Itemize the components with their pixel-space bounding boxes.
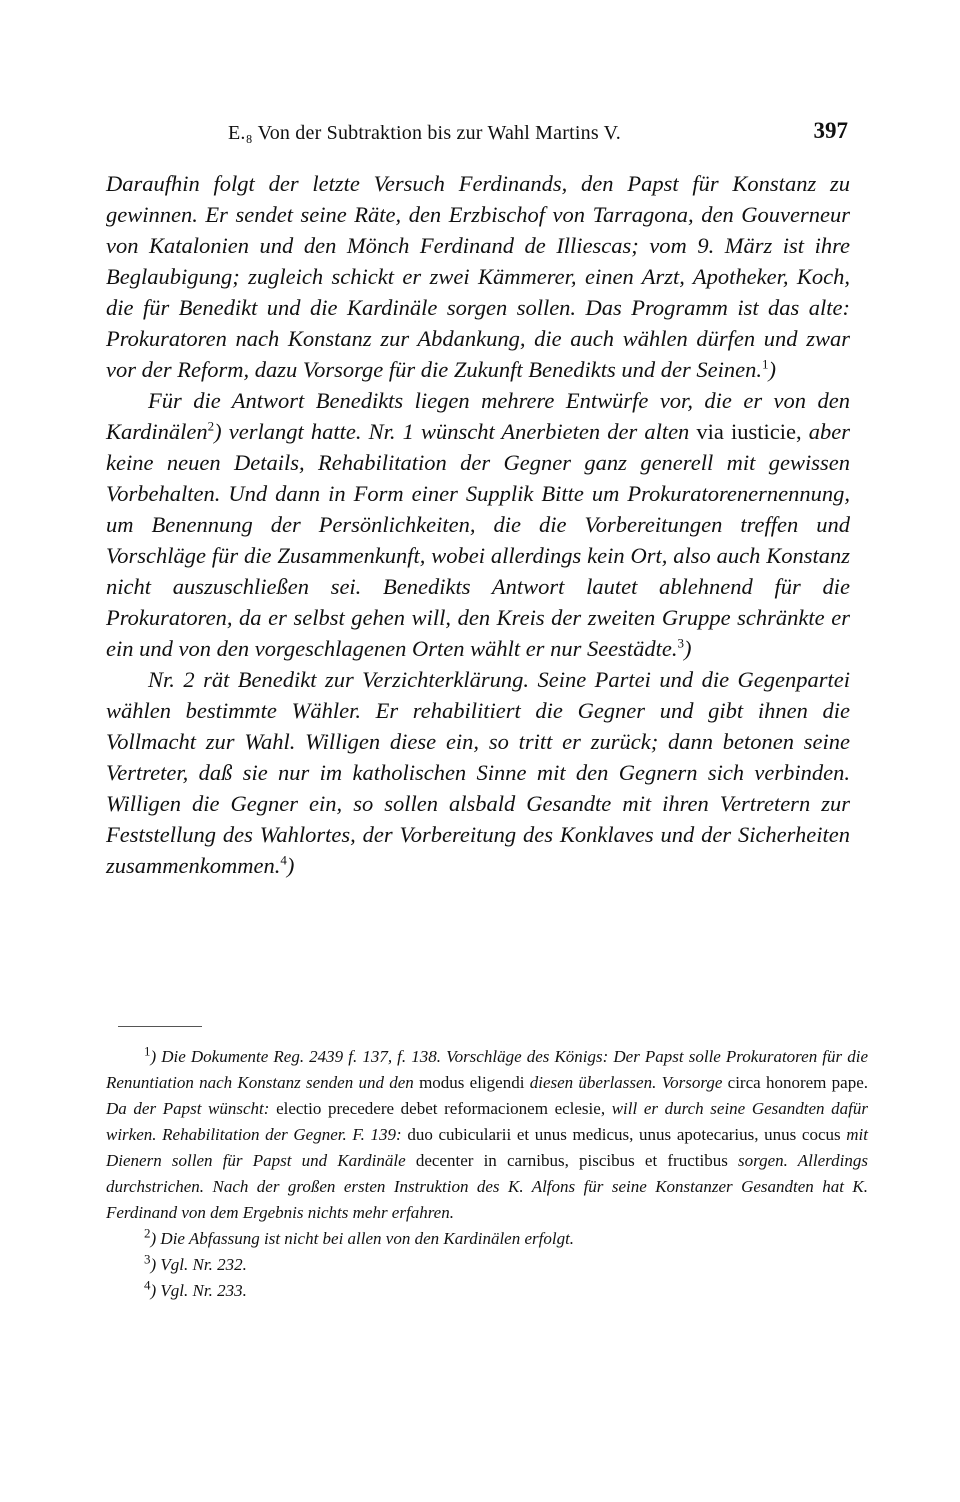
- paragraph-3-text: Nr. 2 rät Benedikt zur Verzichterklärung. Seine Partei und die Gegenpartei wählen bestimmte Wähler. Er rehabilitiert die Gegner und gibt ihnen die Vollmacht zur Wahl. Willigen diese ein, so tritt er zurück; dann betonen seine Vertreter, daß sie nur im katholischen Sinne mit den Gegnern sich verbinden. Willigen die Gegner ein, so sollen alsbald Gesandte mit ihren Vertretern zur Feststellung des Wahlortes, der Vorbereitung des Konklaves und der Sicherheiten zusammenkommen.: [106, 667, 850, 878]
- footnote-1-part: circa honorem pape.: [722, 1073, 868, 1092]
- running-title: E.₈ Von der Subtraktion bis zur Wahl Martins V.: [228, 122, 621, 144]
- footnote-1-part: decenter in carnibus, piscibus et fructibus: [405, 1151, 739, 1170]
- paragraph-2-text-c: aber keine neuen Details, Rehabilitation der Gegner ganz generell mit gewissen Vorbehalten. Und dann in Form einer Supplik Bitte um Prokuratorenernennung, um Benennung der Persönlichkeiten, die die Vorbereitungen treffen und Vorschläge für die Zusammenkunft, wobei allerdings kein Ort, also auch Konstanz nicht auszuschließen sei. Benedikts Antwort lautet ablehnend für die Prokuratoren, da er selbst gehen will, den Kreis der zweiten Gruppe schränkte er ein und von den vorgeschlagenen Orten wählt er nur Seestädte.: [106, 419, 850, 661]
- footnote-3: [106, 1252, 868, 1278]
- footnote-1-part: Da der Papst wünscht:: [106, 1099, 270, 1118]
- footnote-1-part: electio precedere debet reformacionem eclesie,: [269, 1099, 612, 1118]
- page-number: 397: [813, 118, 848, 143]
- footnote-1-part: will er durch seine Gesandten dafür wirken. Rehabilitation der Gegner. F. 139:: [106, 1099, 869, 1144]
- footnote-1-part: mit Dienern sollen für Papst und Kardinäle: [106, 1125, 868, 1170]
- footnote-2-text: ) Die Abfassung ist nicht bei allen von den Kardinälen erfolgt.: [150, 1229, 575, 1248]
- paragraph-2-end: ): [684, 636, 692, 661]
- footnote-1-part: diesen überlassen. Vorsorge: [529, 1073, 723, 1092]
- footnote-separator: [118, 1026, 202, 1027]
- page-header: [228, 118, 848, 152]
- footnote-1-part: duo cubicularii et unus medicus, unus apotecarius, unus cocus: [401, 1125, 847, 1144]
- footnote-ref-3: 3: [677, 635, 685, 651]
- footnote-1-part: ) Die Dokumente Reg. 2439 f. 137, f. 138. Vorschläge des Königs: Der Papst solle Prokuratoren für die Renuntiation nach Konstanz senden und den: [106, 1047, 868, 1092]
- paragraph-1: [106, 168, 850, 385]
- footnote-ref-4: 4: [280, 852, 287, 868]
- footnotes: [106, 1044, 868, 1304]
- footnote-2-mark: 2: [144, 1225, 151, 1241]
- paragraph-2-text-a: Für die Antwort Benedikts liegen mehrere Entwürfe vor, die er von den Kardinälen: [106, 388, 850, 444]
- paragraph-3-end: ): [286, 853, 295, 878]
- footnote-1-part: sorgen. Allerdings durchstrichen. Nach der großen ersten Instruktion des K. Alfons für seine Konstanzer Gesandten hat K. Ferdinand von dem Ergebnis nichts mehr erfahren.: [106, 1151, 868, 1222]
- footnote-4-mark: 4: [144, 1277, 151, 1293]
- footnote-4: [106, 1278, 868, 1304]
- paragraph-2-latin: via iusticie,: [696, 419, 802, 444]
- footnote-3-mark: 3: [144, 1251, 151, 1267]
- paragraph-1-end: ): [768, 357, 776, 382]
- footnote-ref-1: 1: [761, 356, 769, 372]
- paragraph-3: [106, 664, 850, 881]
- paragraph-2-text-b: ) verlangt hatte. Nr. 1 wünscht Anerbieten der alten: [214, 419, 697, 444]
- footnote-1-part: modus eligendi: [413, 1073, 530, 1092]
- footnote-1: [106, 1044, 868, 1226]
- paragraph-2: [106, 385, 850, 664]
- footnote-2: [106, 1226, 868, 1252]
- footnote-3-text: ) Vgl. Nr. 232.: [150, 1255, 247, 1274]
- paragraph-1-text: Daraufhin folgt der letzte Versuch Ferdinands, den Papst für Konstanz zu gewinnen. Er sendet seine Räte, den Erzbischof von Tarragona, den Gouverneur von Katalonien und den Mönch Ferdinand de Illiescas; vom 9. März ist ihre Beglaubigung; zugleich schickt er zwei Kämmerer, einen Arzt, Apotheker, Koch, die für Benedikt und die Kardinäle sorgen sollen. Das Programm ist das alte: Prokuratoren nach Konstanz zur Abdankung, die auch wählen dürfen und zwar vor der Reform, dazu Vorsorge für die Zukunft Benedikts und der Seinen.: [106, 171, 850, 382]
- footnote-1-mark: 1: [144, 1043, 151, 1059]
- footnote-4-text: ) Vgl. Nr. 233.: [150, 1281, 247, 1300]
- footnote-ref-2: 2: [207, 418, 215, 434]
- main-text: [106, 168, 850, 881]
